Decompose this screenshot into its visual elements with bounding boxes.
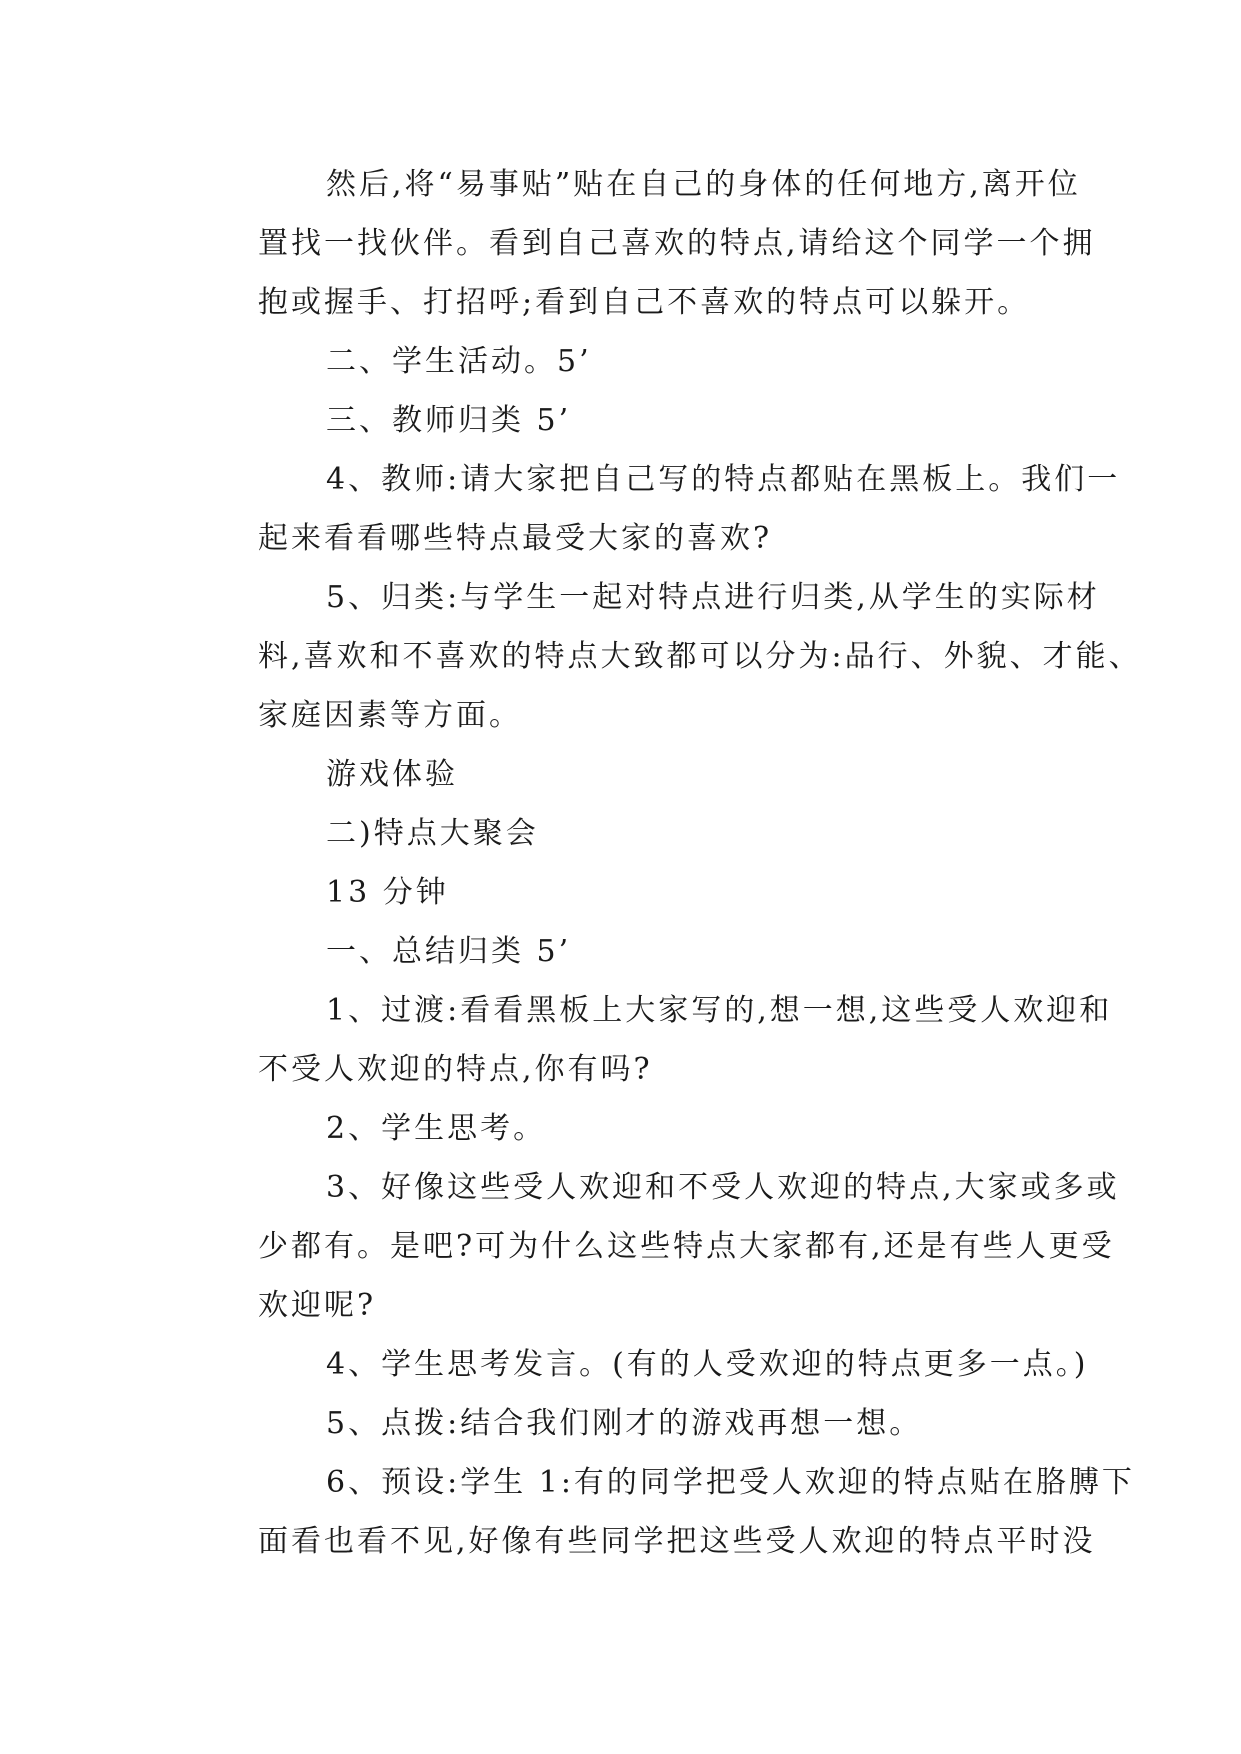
document-page — [190, 155, 1142, 1571]
text-line: 1、过渡:看看黑板上大家写的,想一想,这些受人欢迎和 — [326, 993, 1113, 1028]
text-line: 三、教师归类 5’ — [326, 403, 572, 438]
text-line: 抱或握手、打招呼;看到自己不喜欢的特点可以躲开。 — [258, 285, 1031, 320]
text-line: 一、总结归类 5’ — [326, 934, 572, 969]
paragraph — [190, 1335, 1089, 1394]
text-line: 6、预设:学生 1:有的同学把受人欢迎的特点贴在胳膊下 — [326, 1465, 1135, 1500]
text-line: 料,喜欢和不喜欢的特点大致都可以分为:品行、外貌、才能、 — [258, 639, 1142, 674]
text-line: 2、学生思考。 — [326, 1111, 547, 1146]
text-line: 3、好像这些受人欢迎和不受人欢迎的特点,大家或多或 — [326, 1170, 1120, 1205]
paragraph — [190, 1453, 1135, 1571]
text-line: 面看也看不见,好像有些同学把这些受人欢迎的特点平时没 — [258, 1524, 1096, 1559]
text-line: 二、学生活动。5’ — [326, 344, 592, 379]
paragraph — [190, 922, 1054, 981]
text-line: 少都有。是吧?可为什么这些特点大家都有,还是有些人更受 — [258, 1229, 1115, 1264]
text-line: 二)特点大聚会 — [326, 816, 539, 851]
text-line: 4、教师:请大家把自己写的特点都贴在黑板上。我们一 — [326, 462, 1121, 497]
section-heading — [190, 804, 1054, 863]
paragraph — [190, 1158, 1120, 1335]
paragraph — [190, 1099, 1054, 1158]
text-line: 5、归类:与学生一起对特点进行归类,从学生的实际材 — [326, 580, 1100, 615]
paragraph — [190, 332, 1054, 391]
paragraph — [190, 1394, 1054, 1453]
text-line: 然后,将“易事贴”贴在自己的身体的任何地方,离开位 — [326, 167, 1081, 202]
paragraph — [190, 981, 1113, 1099]
text-line: 5、点拨:结合我们刚才的游戏再想一想。 — [326, 1406, 923, 1441]
text-line: 13 分钟 — [326, 875, 449, 910]
paragraph — [190, 155, 1096, 332]
text-line: 欢迎呢? — [258, 1288, 377, 1323]
paragraph — [190, 450, 1121, 568]
paragraph — [190, 391, 1054, 450]
text-line: 游戏体验 — [326, 757, 458, 792]
paragraph — [190, 568, 1142, 745]
duration-label — [190, 863, 1054, 922]
text-line: 起来看看哪些特点最受大家的喜欢? — [258, 521, 773, 556]
text-line: 置找一找伙伴。看到自己喜欢的特点,请给这个同学一个拥 — [258, 226, 1096, 261]
text-line: 家庭因素等方面。 — [258, 698, 522, 733]
text-line: 不受人欢迎的特点,你有吗? — [258, 1052, 653, 1087]
section-heading — [190, 745, 1054, 804]
text-line: 4、学生思考发言。(有的人受欢迎的特点更多一点。) — [326, 1347, 1089, 1382]
